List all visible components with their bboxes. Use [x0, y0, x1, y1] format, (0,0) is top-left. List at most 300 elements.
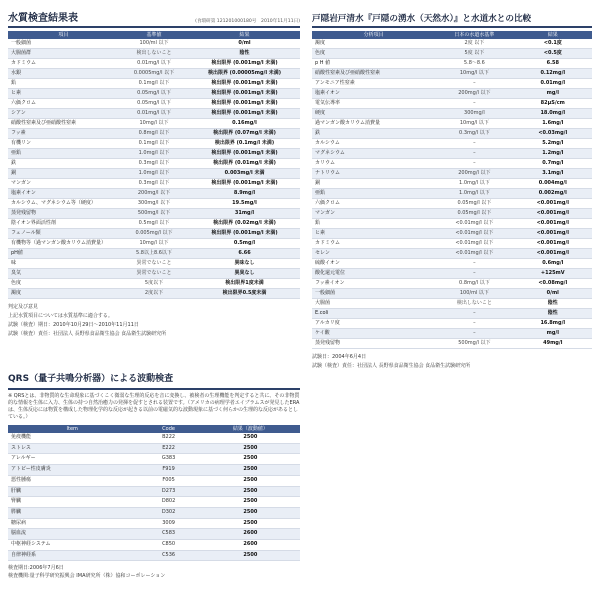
cell-standard: 0.05mg/l 以下	[119, 89, 189, 99]
header-standard: 日本の水道水基準	[435, 31, 513, 39]
note-responsible: 試験（検査）責任：社団法人 長野県食品衛生協会 食品衛生試験研究所	[312, 363, 471, 369]
comparison-table	[312, 31, 592, 349]
cell-standard: D302	[136, 507, 200, 518]
cell-standard: 検出しないこと	[119, 49, 189, 59]
cell-item: 一般細菌	[8, 39, 119, 49]
cell-result: 0.004mg/l	[514, 179, 592, 189]
cell-standard: 300mg/l 以下	[119, 199, 189, 209]
cell-item: 鉛	[8, 79, 119, 89]
cell-result: 0.01mg/l	[514, 79, 592, 89]
cell-result: 異味なし	[189, 259, 300, 269]
table-row	[8, 540, 300, 551]
cell-standard: –	[435, 159, 513, 169]
cell-result: 2500	[201, 507, 300, 518]
cell-result: 陰性	[189, 49, 300, 59]
cell-item: 蒸発残留物	[312, 339, 435, 349]
cell-standard: 0.05mg/l 以下	[435, 199, 513, 209]
table-row	[8, 219, 300, 229]
table-row	[8, 69, 300, 79]
cell-item: 亜鉛	[8, 149, 119, 159]
cell-item: 自律神経系	[8, 550, 136, 561]
header-result: 結果	[514, 31, 592, 39]
cell-result: 検出限界 (0.01mg/l 未満)	[189, 159, 300, 169]
cell-standard: 10mg/l 以下	[435, 119, 513, 129]
cell-result: 陰性	[514, 309, 592, 319]
cell-standard: –	[435, 309, 513, 319]
cell-standard: E222	[136, 443, 200, 454]
cell-result: <0.001mg/l	[514, 209, 592, 219]
table-header-row	[8, 425, 300, 433]
table-row	[8, 59, 300, 69]
cell-item: 硝酸性窒素及び亜硝酸性窒素	[8, 119, 119, 129]
cell-item: 糖尿病	[8, 518, 136, 529]
cell-standard: 0.8mg/l 以下	[119, 129, 189, 139]
cell-item: 腎臓	[8, 497, 136, 508]
cell-standard: 検出しないこと	[435, 299, 513, 309]
cell-item: 蒸発残留物	[8, 209, 119, 219]
cell-item: E.coli	[312, 309, 435, 319]
cell-item: 水銀	[8, 69, 119, 79]
table-row	[8, 99, 300, 109]
cell-standard: –	[435, 79, 513, 89]
water-quality-table	[8, 31, 300, 299]
table-row	[312, 199, 592, 209]
cell-result: 19.5mg/l	[189, 199, 300, 209]
table-row	[8, 39, 300, 49]
note-responsible: 試験（検査）責任：社団法人 長野県食品衛生協会 食品衛生試験研究所	[8, 331, 167, 337]
cell-standard: 5度以下	[119, 279, 189, 289]
cell-result: 2500	[201, 475, 300, 486]
title-rule	[8, 26, 300, 28]
cell-standard: –	[435, 329, 513, 339]
cell-item: フッ素イオン	[312, 279, 435, 289]
cell-result: 82μS/cm	[514, 99, 592, 109]
table-row	[8, 189, 300, 199]
cell-item: ヒ素	[312, 229, 435, 239]
cell-result: <0.001mg/l	[514, 239, 592, 249]
table-row	[312, 79, 592, 89]
cell-standard: 1.0mg/l 以下	[435, 179, 513, 189]
table-row	[312, 309, 592, 319]
cell-item: 硝酸性窒素及び亜硝酸性窒素	[312, 69, 435, 79]
table-row	[8, 486, 300, 497]
cell-result: 検出限界1度未満	[189, 279, 300, 289]
table-row	[312, 179, 592, 189]
table-row	[8, 249, 300, 259]
cell-standard: 0.05mg/l 以下	[119, 99, 189, 109]
table-row	[312, 189, 592, 199]
cell-result: 検出限界 (0.001mg/l 未満)	[189, 229, 300, 239]
cell-standard: 0.1mg/l 以下	[119, 79, 189, 89]
table-row	[312, 39, 592, 49]
cell-standard: D802	[136, 497, 200, 508]
note-conformity: 上記水質項目については水質基準に適合する。	[8, 313, 113, 319]
cell-result: 検出限界 (0.001mg/l 未満)	[189, 89, 300, 99]
cell-result: mg/l	[514, 329, 592, 339]
cell-standard: 0.3mg/l 以下	[119, 179, 189, 189]
cell-standard: 10mg/l 以下	[119, 239, 189, 249]
table-row	[312, 319, 592, 329]
cell-standard: 3009	[136, 518, 200, 529]
cell-standard: 0.5mg/l 以下	[119, 219, 189, 229]
cell-item: 硬度	[312, 109, 435, 119]
cell-result: 49mg/l	[514, 339, 592, 349]
table-row	[8, 507, 300, 518]
cell-result: 0.12mg/l	[514, 69, 592, 79]
cell-standard: <0.01mg/l 以下	[435, 219, 513, 229]
cell-item: マグネシウム	[312, 149, 435, 159]
cell-result: 2500	[201, 518, 300, 529]
cell-result: 異臭なし	[189, 269, 300, 279]
table-row	[312, 89, 592, 99]
cell-standard: 0.8mg/l 以下	[435, 279, 513, 289]
cell-standard: 5.8以上8.6以下	[119, 249, 189, 259]
cell-item: 鉄	[312, 129, 435, 139]
cell-standard: 異常でないこと	[119, 269, 189, 279]
note-test-period: 試験（検査）期日：2010年10月29日〜2010年11月11日	[8, 322, 139, 328]
comparison-title-row	[312, 8, 592, 24]
table-row	[8, 239, 300, 249]
table-row	[8, 229, 300, 239]
cell-standard: B222	[136, 433, 200, 443]
cell-result: 1.6mg/l	[514, 119, 592, 129]
cell-item: 悪性腫瘍	[8, 475, 136, 486]
cell-item: 過マンガン酸カリウム消費量	[312, 119, 435, 129]
table-row	[8, 149, 300, 159]
cell-result: 検出限界 (0.001mg/l 未満)	[189, 59, 300, 69]
cell-item: pH値	[8, 249, 119, 259]
cell-result: <0.1度	[514, 39, 592, 49]
cell-standard: 200mg/l 以下	[435, 89, 513, 99]
cell-result: 31mg/l	[189, 209, 300, 219]
cell-item: 色度	[312, 49, 435, 59]
water-quality-title-row	[8, 8, 300, 24]
cell-item: 膵臓	[8, 507, 136, 518]
cell-result: 検出限界 (0.001mg/l 未満)	[189, 79, 300, 89]
cell-item: 電気伝導率	[312, 99, 435, 109]
cell-item: 陰イオン界面活性剤	[8, 219, 119, 229]
cell-result: 2500	[201, 497, 300, 508]
cell-result: 0.003mg/l 未満	[189, 169, 300, 179]
cell-result: <0.001mg/l	[514, 229, 592, 239]
cell-result: 0/ml	[514, 289, 592, 299]
title-rule	[312, 26, 592, 28]
cell-standard: 0.3mg/l 以下	[119, 159, 189, 169]
table-row	[312, 329, 592, 339]
table-row	[8, 443, 300, 454]
cell-result: 0.5mg/l	[189, 239, 300, 249]
cell-item: 銅	[8, 169, 119, 179]
cell-result: 2600	[201, 529, 300, 540]
cell-result: 6.66	[189, 249, 300, 259]
cell-result: 2500	[201, 433, 300, 443]
cell-standard: –	[435, 149, 513, 159]
cell-standard: 0.3mg/l 以下	[435, 129, 513, 139]
cell-result: 2500	[201, 550, 300, 561]
cell-item: アンモニア性窒素	[312, 79, 435, 89]
cell-item: 濁度	[8, 289, 119, 299]
table-row	[8, 475, 300, 486]
cell-result: 0.7mg/l	[514, 159, 592, 169]
cell-item: 酸化還元電位	[312, 269, 435, 279]
table-row	[8, 550, 300, 561]
cell-standard: 0.1mg/l 以下	[119, 139, 189, 149]
cell-standard: 2度 以下	[435, 39, 513, 49]
table-row	[312, 269, 592, 279]
cell-item: 硫酸イオン	[312, 259, 435, 269]
cell-result: 検出限界 (0.001mg/l 未満)	[189, 179, 300, 189]
water-quality-meta: (食環研第 121201000180号 2010年11月11日)	[195, 19, 300, 24]
cell-standard: 500mg/l 以下	[119, 209, 189, 219]
cell-standard: –	[435, 139, 513, 149]
table-row	[8, 529, 300, 540]
cell-item: 塩素イオン	[312, 89, 435, 99]
note-institution: 検査機関:量子科学研究振興会 IMA研究所（株）協和コーポレーション	[8, 573, 166, 580]
table-row	[312, 339, 592, 349]
cell-standard: 1.0mg/l 以下	[435, 189, 513, 199]
table-row	[8, 159, 300, 169]
table-row	[8, 209, 300, 219]
cell-item: 味	[8, 259, 119, 269]
cell-result: +125mV	[514, 269, 592, 279]
table-row	[312, 299, 592, 309]
table-row	[8, 169, 300, 179]
cell-item: 臭気	[8, 269, 119, 279]
cell-standard: 200mg/l 以下	[435, 169, 513, 179]
header-item: Item	[8, 425, 136, 433]
cell-result: 6.58	[514, 59, 592, 69]
cell-item: アレルギー	[8, 454, 136, 465]
water-quality-title: 水質検査結果表	[8, 13, 78, 24]
cell-standard: C536	[136, 550, 200, 561]
cell-standard: F919	[136, 465, 200, 476]
cell-standard: F005	[136, 475, 200, 486]
cell-result: mg/l	[514, 89, 592, 99]
cell-item: ストレス	[8, 443, 136, 454]
cell-item: ケイ酸	[312, 329, 435, 339]
cell-result: 0.6mg/l	[514, 259, 592, 269]
table-row	[312, 129, 592, 139]
table-row	[8, 199, 300, 209]
cell-result: <0.001mg/l	[514, 219, 592, 229]
cell-item: カドミウム	[312, 239, 435, 249]
cell-item: 濁度	[312, 39, 435, 49]
cell-item: カルシウム	[312, 139, 435, 149]
table-row	[312, 149, 592, 159]
header-result: 結果	[189, 31, 300, 39]
comparison-title: 戸隠岩戸清水『戸隠の湧水（天然水）』と水道水との比較	[312, 14, 532, 24]
header-code: Code	[136, 425, 200, 433]
note-test-date: 試験日：2004年6月4日	[312, 354, 367, 360]
table-row	[312, 219, 592, 229]
cell-item: マンガン	[8, 179, 119, 189]
header-item: 分析項目	[312, 31, 435, 39]
qrs-notes	[8, 564, 300, 580]
cell-item: 大腸菌群	[8, 49, 119, 59]
water-quality-section	[8, 8, 300, 339]
cell-item: アルカリ度	[312, 319, 435, 329]
cell-result: 0.16mg/l	[189, 119, 300, 129]
qrs-title: QRS（量子共鳴分析器）による波動検査	[8, 374, 174, 384]
table-row	[8, 433, 300, 443]
cell-result: 2500	[201, 486, 300, 497]
cell-standard: G383	[136, 454, 200, 465]
table-row	[312, 229, 592, 239]
cell-standard: 100/ml 以下	[435, 289, 513, 299]
cell-standard: 1.0mg/l 以下	[119, 149, 189, 159]
cell-result: <0.03mg/l	[514, 129, 592, 139]
cell-item: マンガン	[312, 209, 435, 219]
cell-standard: 10mg/l 以下	[119, 119, 189, 129]
cell-standard: 100/ml 以下	[119, 39, 189, 49]
cell-item: 鉛	[312, 219, 435, 229]
table-row	[8, 465, 300, 476]
cell-standard: D273	[136, 486, 200, 497]
cell-item: 脳血流	[8, 529, 136, 540]
cell-standard: –	[435, 269, 513, 279]
cell-item: 塩素イオン	[8, 189, 119, 199]
table-row	[8, 179, 300, 189]
cell-standard: –	[435, 99, 513, 109]
cell-result: 2500	[201, 454, 300, 465]
cell-standard: 5度 以下	[435, 49, 513, 59]
table-row	[8, 79, 300, 89]
header-item: 項目	[8, 31, 119, 39]
cell-item: フェノール類	[8, 229, 119, 239]
cell-result: <0.001mg/l	[514, 249, 592, 259]
cell-result: 16.8mg/l	[514, 319, 592, 329]
cell-standard: 0.01mg/l 以下	[119, 59, 189, 69]
cell-item: ナトリウム	[312, 169, 435, 179]
cell-result: 0/ml	[189, 39, 300, 49]
cell-result: 検出限界 (0.001mg/l 未満)	[189, 149, 300, 159]
cell-item: 亜鉛	[312, 189, 435, 199]
note-judgement: 判定及び意見	[8, 304, 39, 310]
cell-result: 陰性	[514, 299, 592, 309]
cell-standard: C583	[136, 529, 200, 540]
cell-result: 検出限界 (0.001mg/l 未満)	[189, 109, 300, 119]
cell-standard: 10mg/l 以下	[435, 69, 513, 79]
cell-item: 色度	[8, 279, 119, 289]
comparison-notes	[312, 353, 592, 371]
cell-result: 2600	[201, 540, 300, 551]
table-row	[8, 518, 300, 529]
cell-item: 有機物等（過マンガン酸カリウム消費量）	[8, 239, 119, 249]
cell-result: 検出限界 (0.001mg/l 未満)	[189, 99, 300, 109]
table-row	[312, 159, 592, 169]
cell-standard: 300mg/l	[435, 109, 513, 119]
table-row	[8, 109, 300, 119]
cell-result: 検出限界 (0.02mg/l 未満)	[189, 219, 300, 229]
table-row	[312, 239, 592, 249]
cell-result: 検出限界 (0.1mg/l 未満)	[189, 139, 300, 149]
cell-result: 5.2mg/l	[514, 139, 592, 149]
cell-standard: 5.8〜8.6	[435, 59, 513, 69]
cell-item: 銅	[312, 179, 435, 189]
cell-standard: 0.0005mg/l 以下	[119, 69, 189, 79]
cell-result: 3.1mg/l	[514, 169, 592, 179]
cell-standard: C850	[136, 540, 200, 551]
table-row	[312, 139, 592, 149]
cell-item: 鉄	[8, 159, 119, 169]
table-row	[8, 454, 300, 465]
table-row	[8, 259, 300, 269]
header-result: 結果（波動値）	[201, 425, 300, 433]
cell-result: 2500	[201, 465, 300, 476]
cell-standard: –	[435, 319, 513, 329]
table-row	[312, 119, 592, 129]
cell-item: セレン	[312, 249, 435, 259]
table-row	[8, 89, 300, 99]
cell-item: 免疫機能	[8, 433, 136, 443]
cell-item: カルシウム、マグネシウム等（硬度）	[8, 199, 119, 209]
cell-item: カリウム	[312, 159, 435, 169]
cell-item: アトピー性皮膚炎	[8, 465, 136, 476]
header-standard: 基準値	[119, 31, 189, 39]
cell-item: p H 値	[312, 59, 435, 69]
cell-item: 大腸菌	[312, 299, 435, 309]
cell-standard: <0.01mg/l 以下	[435, 249, 513, 259]
table-row	[312, 109, 592, 119]
table-row	[312, 99, 592, 109]
table-row	[312, 279, 592, 289]
cell-item: 一般細菌	[312, 289, 435, 299]
table-row	[312, 59, 592, 69]
qrs-section	[8, 372, 300, 580]
cell-result: 0.002mg/l	[514, 189, 592, 199]
cell-item: ヒ素	[8, 89, 119, 99]
cell-standard: 0.005mg/l 以下	[119, 229, 189, 239]
cell-standard: <0.01mg/l 以下	[435, 229, 513, 239]
table-row	[312, 49, 592, 59]
table-row	[8, 139, 300, 149]
water-quality-notes	[8, 303, 300, 339]
table-row	[8, 497, 300, 508]
cell-item: 有機リン	[8, 139, 119, 149]
cell-result: 18.0mg/l	[514, 109, 592, 119]
cell-standard: 1.0mg/l 以下	[119, 169, 189, 179]
cell-result: 2500	[201, 443, 300, 454]
table-row	[8, 269, 300, 279]
note-test-date: 検査期日:2006年7月6日	[8, 565, 64, 572]
cell-standard: 500mg/l 以下	[435, 339, 513, 349]
table-row	[8, 119, 300, 129]
cell-result: 検出限界 (0.07mg/l 未満)	[189, 129, 300, 139]
qrs-table	[8, 425, 300, 561]
table-row	[312, 249, 592, 259]
cell-item: 六価クロム	[8, 99, 119, 109]
table-row	[8, 49, 300, 59]
cell-item: カドミウム	[8, 59, 119, 69]
table-header-row	[312, 31, 592, 39]
cell-item: シアン	[8, 109, 119, 119]
cell-result: 検出限界0.5度未満	[189, 289, 300, 299]
cell-result: <0.08mg/l	[514, 279, 592, 289]
cell-standard: –	[435, 259, 513, 269]
cell-result: 8.9mg/l	[189, 189, 300, 199]
cell-item: フッ素	[8, 129, 119, 139]
qrs-description: ※ QRSとは、非物質的な生命現象に基づくこく微弱な生理的反応を音に変換し、被検者の生理機能を判定すると共に、その非物質的な情報を生体に入力、生体の持つ自然治癒力の発揮を促すとされる装置です。（アメリカの病理学者エイブラムスが発見したERAは、生体反応には物質を構成した物理化学的な反応が起きる以前の電磁気的な波動現象に基づく何らかの生理的な反応があるとしている。）	[8, 393, 300, 420]
comparison-section	[312, 8, 592, 371]
cell-standard: 0.05mg/l 以下	[435, 209, 513, 219]
cell-standard: 200mg/l 以下	[119, 189, 189, 199]
table-row	[312, 259, 592, 269]
cell-item: 中枢神経システム	[8, 540, 136, 551]
table-row	[8, 289, 300, 299]
title-rule	[8, 388, 300, 390]
table-row	[8, 279, 300, 289]
cell-result: 検出限界 (0.00005mg/l 未満)	[189, 69, 300, 79]
